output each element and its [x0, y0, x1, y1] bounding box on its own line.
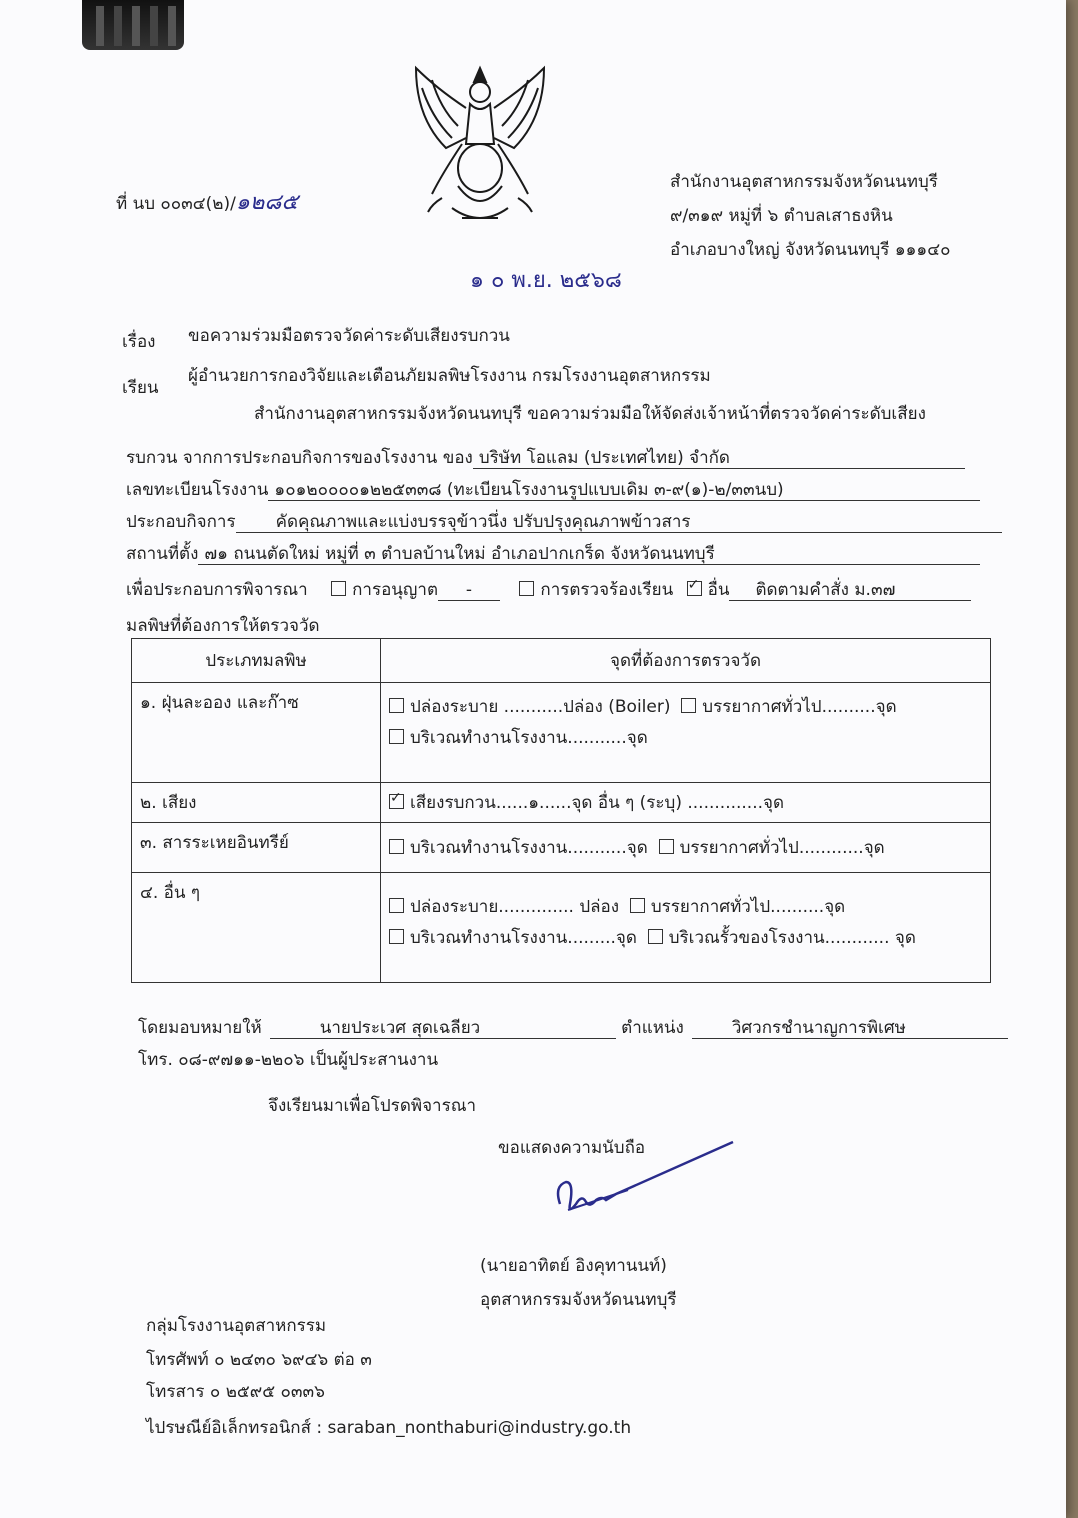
signer-name: (นายอาทิตย์ อิงคุทานนท์) [480, 1256, 667, 1276]
complaint-checkbox [519, 581, 534, 596]
pollution-type: ๔. อื่น ๆ [132, 873, 381, 983]
table-row: ๑. ฝุ่นละออง และก๊าซ ปล่องระบาย ...........ปล่อง (Boiler) บรรยากาศทั่วไป..........จุด บริเวณทำงานโรงงาน...........จุด [132, 683, 991, 783]
subject-text: ขอความร่วมมือตรวจวัดค่าระดับเสียงรบกวน [188, 326, 510, 346]
garuda-emblem-icon [402, 58, 558, 226]
signature-icon [548, 1140, 748, 1240]
pollution-label: มลพิษที่ต้องการให้ตรวจวัด [126, 616, 320, 636]
registration-line: เลขทะเบียนโรงงาน ๑๐๑๒๐๐๐๐๑๒๒๕๓๓๘ (ทะเบียนโรงงานรูปแบบเดิม ๓-๙(๑)-๒/๓๓นบ) [126, 480, 980, 501]
checkbox [389, 839, 404, 854]
office-address-line-3: อำเภอบางใหญ่ จังหวัดนนทบุรี ๑๑๑๔๐ [670, 240, 951, 260]
table-header-points: จุดที่ต้องการตรวจวัด [381, 639, 991, 683]
checkbox [389, 898, 404, 913]
footer-email: ไปรษณีย์อิเล็กทรอนิกส์ : saraban_nonthaburi@industry.go.th [146, 1418, 632, 1438]
request-line: จึงเรียนมาเพื่อโปรดพิจารณา [268, 1096, 477, 1116]
location-line: สถานที่ตั้ง ๗๑ ถนนตัดใหม่ หมู่ที่ ๓ ตำบลบ้านใหม่ อำเภอปากเกร็ด จังหวัดนนทบุรี [126, 544, 980, 565]
checkbox [389, 698, 404, 713]
business-line: ประกอบกิจการ คัดคุณภาพและแบ่งบรรจุข้าวนึ่ง ปรับปรุงคุณภาพข้าวสาร [126, 512, 1002, 533]
noise-checkbox [389, 794, 404, 809]
footer-fax: โทรสาร ๐ ๒๕๙๕ ๐๓๓๖ [146, 1382, 325, 1402]
purpose-line: เพื่อประกอบการพิจารณา การอนุญาต - การตรวจร้องเรียน ✓ อื่น ติดตามคำสั่ง ม.๓๗ [126, 580, 971, 601]
subject-label: เรื่อง [122, 332, 156, 352]
pollution-type: ๓. สารระเหยอินทรีย์ [132, 823, 381, 873]
assign-line: โดยมอบหมายให้ นายประเวศ สุดเฉลียว ตำแหน่ง วิศวกรชำนาญการพิเศษ [138, 1018, 1008, 1039]
pollution-table [131, 638, 991, 983]
checkbox [389, 929, 404, 944]
other-checkbox [687, 581, 702, 596]
pollution-type: ๒. เสียง [132, 783, 381, 823]
signer-title: อุตสาหกรรมจังหวัดนนทบุรี [480, 1290, 677, 1310]
table-header-type: ประเภทมลพิษ [132, 639, 381, 683]
table-row: ๔. อื่น ๆ ปล่องระบาย.............. ปล่อง บรรยากาศทั่วไป..........จุด บริเวณทำงานโรงงาน.........จุด บริเวณรั้วของโรงงาน............ จุด [132, 873, 991, 983]
to-text: ผู้อำนวยการกองวิจัยและเตือนภัยมลพิษโรงงาน กรมโรงงานอุตสาหกรรม [188, 366, 711, 386]
binder-clip [82, 0, 184, 50]
body-paragraph-1: สำนักงานอุตสาหกรรมจังหวัดนนทบุรี ขอความร่วมมือให้จัดส่งเจ้าหน้าที่ตรวจวัดค่าระดับเสียง [254, 404, 926, 424]
footer-department: กลุ่มโรงงานอุตสาหกรรม [146, 1316, 327, 1336]
body-company-line: รบกวน จากการประกอบกิจการของโรงงาน ของ บริษัท โอแลม (ประเทศไทย) จำกัด [126, 448, 965, 469]
pollution-type: ๑. ฝุ่นละออง และก๊าซ [132, 683, 381, 783]
regards-line: ขอแสดงความนับถือ [498, 1138, 646, 1158]
office-address-line-2: ๙/๓๑๙ หมู่ที่ ๖ ตำบลเสาธงหิน [670, 206, 893, 226]
to-label: เรียน [122, 378, 159, 398]
table-row: ๒. เสียง ✓ เสียงรบกวน......๑......จุด อื่น ๆ (ระบุ) ..............จุด [132, 783, 991, 823]
table-row: ๓. สารระเหยอินทรีย์ บริเวณทำงานโรงงาน...........จุด บรรยากาศทั่วไป............จุด [132, 823, 991, 873]
permit-checkbox [331, 581, 346, 596]
checkbox [648, 929, 663, 944]
footer-phone: โทรศัพท์ ๐ ๒๔๓๐ ๖๙๔๖ ต่อ ๓ [146, 1350, 372, 1370]
phone-coordinator-line: โทร. ๐๘-๙๗๑๑-๒๒๐๖ เป็นผู้ประสานงาน [138, 1050, 439, 1070]
office-address-line-1: สำนักงานอุตสาหกรรมจังหวัดนนทบุรี [670, 172, 938, 192]
checkbox [389, 729, 404, 744]
checkbox [659, 839, 674, 854]
letter-date-stamp: ๑ ๐ พ.ย. ๒๕๖๘ [470, 268, 622, 293]
reference-number: ที่ นบ ๐๐๓๔(๒)/๑๒๘๕ [116, 190, 298, 215]
checkbox [681, 698, 696, 713]
checkbox [630, 898, 645, 913]
